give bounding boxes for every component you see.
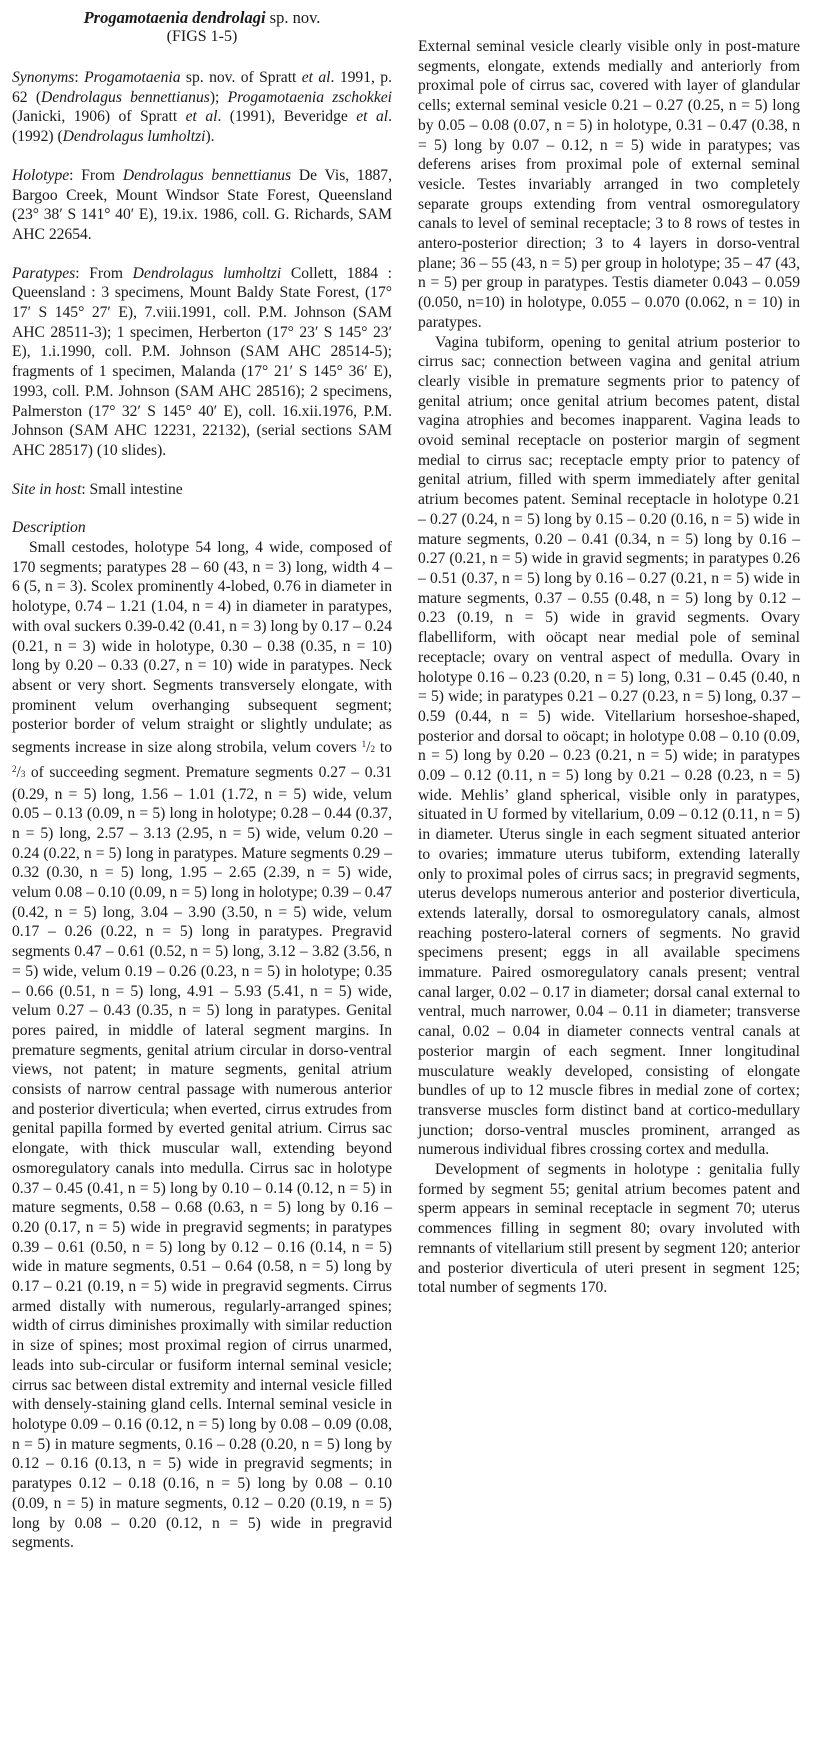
site-label: Site in host xyxy=(12,480,82,498)
synonyms-paragraph xyxy=(12,68,392,147)
right-column xyxy=(418,37,800,1298)
text: . (1992) ( xyxy=(12,108,392,146)
fraction-numerator: 1 xyxy=(361,739,367,750)
holotype-paragraph xyxy=(12,166,392,245)
species-title xyxy=(12,8,392,27)
fraction-denominator: 3 xyxy=(20,768,26,779)
text: . 1991, p. 62 ( xyxy=(12,69,392,106)
description-paragraph-2: External seminal vesicle clearly visible only in post-mature segments, elongate, extends medially and anteriorly from proximal pole of cirrus sac, covered with layer of glandular cells; external seminal vesicle 0.21 – 0.27 (0.25, n = 5) long by 0.05 – 0.08 (0.07, n = 5) in holotype, 0.31 – 0.47 (0.38, n = 5) long by 0.07 – 0.12, n = 5) wide in paratypes; vas deferens arises from proximal pole of external seminal vesicle. Testes invariably arranged in two completely separate groups extending from ventral osmoregulatory canals to level of seminal receptacle; 3 to 8 rows of testes in antero-posterior direction; 3 to 4 layers in dorso-ventral plane; 36 – 55 (43, n = 5) per group in holotype; 35 – 47 (43, n = 5) per group in paratypes. Testis diameter 0.043 – 0.059 (0.050, n=10) in holotype, 0.055 – 0.070 (0.062, n = 10) in paratypes. xyxy=(418,38,800,331)
taxon: Dendrolagus lumholtzi xyxy=(62,128,206,146)
species-name: Progamotaenia dendrolagi xyxy=(83,8,266,27)
etal: et al xyxy=(356,108,389,126)
taxon: Progamotaenia xyxy=(84,69,181,86)
paratypes-label: Paratypes xyxy=(12,264,76,282)
taxon: Dendrolagus lumholtzi xyxy=(132,264,282,282)
text: : From xyxy=(75,264,133,282)
text: . (1991), Beveridge xyxy=(217,108,357,126)
etal: et al xyxy=(185,108,218,126)
description-paragraph-3: Vagina tubiform, opening to genital atrium posterior to cirrus sac; connection between vagina and genital atrium clearly visible in premature segments prior to patency of genital atrium; once genital atrium becomes patent, distal vagina atrophies and becomes inapparent. Vagina leads to ovoid seminal receptacle on posterior margin of segment medial to cirrus sac; receptacle empty prior to patency of genital atrium, filled with sperm immediately after genital atrium becomes patent. Seminal receptacle in holotype 0.21 – 0.27 (0.24, n = 5) long by 0.15 – 0.20 (0.16, n = 5) wide in mature segments, 0.20 – 0.41 (0.34, n = 5) long by 0.16 – 0.27 (0.21, n = 5) wide in gravid segments; in paratypes 0.26 – 0.51 (0.37, n = 5) long by 0.16 – 0.27 (0.21, n = 5) wide in mature segments, 0.37 – 0.55 (0.48, n = 5) long by 0.12 – 0.23 (0.19, n = 5) wide in gravid segments. Ovary flabelliform, with oöcapt near medial pole of seminal receptacle; ovary on ventral aspect of medulla. Ovary in holotype 0.16 – 0.23 (0.20, n = 5) long, 0.31 – 0.45 (0.40, n = 5) wide; in paratypes 0.21 – 0.27 (0.23, n = 5) long, 0.37 – 0.59 (0.44, n = 5) wide. Vitellarium horseshoe-shaped, posterior and dorsal to oöcapt; in holotype 0.08 – 0.10 (0.09, n = 5) long by 0.20 – 0.23 (0.21, n = 5) wide; in paratypes 0.09 – 0.12 (0.11, n = 5) long by 0.21 – 0.28 (0.23, n = 5) wide. Mehlis’ gland spherical, visible only in paratypes, situated in U formed by vitellarium, 0.09 – 0.12 (0.11, n = 5) in diameter. Uterus single in each segment situated anterior to ovaries; immature uterus tubiform, extending laterally only to proximal poles of cirrus sacs; in pregravid segments, uterus develops numerous anterior and posterior diverticula, extends laterally, dorsal to osmoregulatory canals, almost reaching postero-lateral corners of segments. No gravid specimens present; eggs in all available specimens immature. Paired osmoregulatory canals present; ventral canal larger, 0.02 – 0.17 in diameter; dorsal canal external to ventral, much narrower, 0.04 – 0.11 in diameter; transverse canal, 0.02 – 0.04 in diameter connects ventral canals at posterior margin of each segment. Inner longitudinal musculature weakly developed, consisting of elongate bundles of up to 12 muscle fibres in medial zone of cortex; transverse muscles form distinct band at cortico-medullary junction; dorso-ventral muscles prominent, arranged as numerous individual fibres crossing cortex and medulla. xyxy=(418,333,800,1159)
taxon: Progamotaenia zschokkei xyxy=(227,88,392,106)
description-heading: Description xyxy=(12,519,86,537)
text: to xyxy=(374,739,392,757)
text: : From xyxy=(69,166,123,184)
text: Collett, 1884 : Queensland : 3 specimens, Mount Baldy State Forest, (17° 17′ S 145° 27′ E), 7.viii.1991, coll. P.M. Johnson (SAM AHC 28511-3); 1 specimen, Herberton (17° 23′ S 145° 23′ E), 1.i.1990, coll. P.M. Johnson (SAM AHC 28514-5); fragments of 1 specimen, Malanda (17° 21′ S 145° 36′ E), 1993, coll. P.M. Johnson (SAM AHC 28516); 2 specimens, Palmerston (17° 32′ S 145° 40′ E), coll. 16.xii.1976, P.M. Johnson (SAM AHC 12231, 22132), (serial sections SAM AHC 28517) (10 slides). xyxy=(12,264,393,459)
holotype-label: Holotype xyxy=(12,166,70,184)
text: of succeeding segment. Premature segments 0.27 – 0.31 (0.29, n = 5) long, 1.56 – 1.01 (1.72, n = 5) wide, velum 0.05 – 0.13 (0.09, n = 5) long in holotype; 0.28 – 0.44 (0.37, n = 5) long, 2.57 – 3.13 (2.95, n = 5) wide, velum 0.20 – 0.24 (0.22, n = 5) long in paratypes. Mature segments 0.29 – 0.32 (0.30, n = 5) long, 1.95 – 2.65 (2.39, n = 5) wide, velum 0.08 – 0.10 (0.09, n = 5) long in holotype; 0.39 – 0.47 (0.42, n = 5) long, 3.04 – 3.90 (3.50, n = 5) wide, velum 0.17 – 0.26 (0.22, n = 5) long in paratypes. Pregravid segments 0.47 – 0.61 (0.52, n = 5) long, 3.12 – 3.82 (3.56, n = 5) wide, velum 0.19 – 0.26 (0.23, n = 5) in holotype; 0.35 – 0.66 (0.51, n = 5) long, 4.91 – 5.93 (5.41, n = 5) wide, velum 0.27 – 0.43 (0.35, n = 5) long in paratypes. Genital pores paired, in middle of lateral segment margins. In premature segments, genital atrium circular in dorso-ventral views, not patent; in mature segments, genital atrium consists of narrow central passage with numerous anterior and posterior diverticula; when everted, cirrus extrudes from genital papilla formed by everted genital atrium. Cirrus sac elongate, with thick muscular wall, extending beyond osmoregulatory canals into medulla. Cirrus sac in holotype 0.37 – 0.45 (0.41, n = 5) long by 0.10 – 0.14 (0.12, n = 5) in mature segments, 0.58 – 0.68 (0.63, n = 5) long by 0.16 – 0.20 (0.17, n = 5) wide in pregravid segments; in paratypes 0.39 – 0.61 (0.50, n = 5) long by 0.12 – 0.16 (0.14, n = 5) wide in mature segments, 0.51 – 0.64 (0.58, n = 5) long by 0.17 – 0.21 (0.19, n = 5) wide in pregravid segments. Cirrus armed distally with numerous, regularly-arranged spines; width of cirrus diminishes proximally with similar reduction in size of spines; most proximal region of cirrus unarmed, leads into sub-circular or fusiform internal seminal vesicle; cirrus sac between distal extremity and internal vesicle filled with densely-staining gland cells. Internal seminal vesicle in holotype 0.09 – 0.16 (0.12, n = 5) long by 0.08 – 0.09 (0.08, n = 5) in mature segments, 0.16 – 0.28 (0.20, n = 5) long by 0.12 – 0.16 (0.13, n = 5) wide in pregravid segments; in paratypes 0.12 – 0.18 (0.16, n = 5) long by 0.08 – 0.10 (0.09, n = 5) in mature segments, 0.12 – 0.20 (0.19, n = 5) long by 0.08 – 0.20 (0.12, n = 5) wide in pregravid segments. xyxy=(12,763,392,1552)
synonyms-label: Synonyms xyxy=(12,69,75,86)
text: Small cestodes, holotype 54 long, 4 wide, composed of 170 segments; paratypes 28 – 60 (43, n = 3) long, width 4 – 6 (5, n = 3). Scolex prominently 4-lobed, 0.76 in diameter in holotype, 0.74 – 1.21 (1.04, n = 4) in diameter in paratypes, with oval suckers 0.39-0.42 (0.41, n = 3) long by 0.17 – 0.24 (0.21, n = 3) wide in holotype, 0.30 – 0.38 (0.35, n = 10) long by 0.20 – 0.33 (0.27, n = 10) wide in paratypes. Neck absent or very short. Segments transversely elongate, with prominent velum overhanging subsequent segment; posterior border of velum straight or slightly undulate; as segments increase in size along strobila, velum covers xyxy=(12,539,392,757)
text: (Janicki, 1906) of Spratt xyxy=(12,108,186,126)
taxon: Dendrolagus bennettianus xyxy=(41,88,210,106)
fraction-numerator: 2 xyxy=(12,763,17,774)
left-column xyxy=(12,0,392,1553)
figure-reference: (FIGS 1-5) xyxy=(166,28,238,45)
text: ); xyxy=(209,88,228,106)
text: : xyxy=(74,69,85,86)
text: sp. nov. of Spratt xyxy=(180,69,302,86)
site-paragraph xyxy=(12,480,392,500)
species-status: sp. nov. xyxy=(265,8,321,27)
text: ). xyxy=(205,128,215,146)
description-paragraph-4: Development of segments in holotype : genitalia fully formed by segment 55; genital atrium becomes patent and sperm appears in seminal receptacle in segment 70; uterus commences filling in segment 80; ovary involuted with remnants of vitellarium still present by segment 120; anterior and posterior diverticula of uteri present in segment 125; total number of segments 170. xyxy=(418,1161,800,1297)
paratypes-paragraph xyxy=(12,264,392,461)
text: De Vis, 1887, Bargoo Creek, Mount Windsor State Forest, Queensland (23° 38′ S 141° 40′ E), 19.ix. 1986, coll. G. Richards, SAM AHC 22654. xyxy=(12,166,393,243)
etal: et al xyxy=(301,69,331,86)
description-paragraph-1: Small cestodes, holotype 54 long, 4 wide, composed of 170 segments; paratypes 28 – 60 (43, n = 3) long, width 4 – 6 (5, n = 3). Scolex prominently 4-lobed, 0.76 in diameter in holotype, 0.74 – 1.21 (1.04, n = 4) in diameter in paratypes, with oval suckers 0.39-0.42 (0.41, n = 3) long by 0.17 – 0.24 (0.21, n = 3) wide in holotype, 0.30 – 0.38 (0.35, n = 10) long by 0.20 – 0.33 (0.27, n = 10) wide in paratypes. Neck absent or very short. Segments transversely elongate, with prominent velum overhanging subsequent segment; posterior border of velum straight or slightly undulate; as segments increase in size along strobila, velum covers $^1$/2 to $^2$/3 of succeeding segment. Premature segments 0.27 – 0.31 (0.29, n = 5) long, 1.56 – 1.01 (1.72, n = 5) wide, velum 0.05 – 0.13 (0.09, n = 5) long in holotype; 0.28 – 0.44 (0.37, n = 5) long, 2.57 – 3.13 (2.95, n = 5) wide, velum 0.20 – 0.24 (0.22, n = 5) long in paratypes. Mature segments 0.29 – 0.32 (0.30, n = 5) long, 1.95 – 2.65 (2.39, n = 5) wide, velum 0.08 – 0.10 (0.09, n = 5) long in holotype; 0.39 – 0.47 (0.42, n = 5) long, 3.04 – 3.90 (3.50, n = 5) wide, velum 0.17 – 0.26 (0.22, n = 5) long in paratypes. Pregravid segments 0.47 – 0.61 (0.52, n = 5) long, 3.12 – 3.82 (3.56, n = 5) wide, velum 0.19 – 0.26 (0.23, n = 5) in holotype; 0.35 – 0.66 (0.51, n = 5) long, 4.91 – 5.93 (5.41, n = 5) wide, velum 0.27 – 0.43 (0.35, n = 5) long in paratypes. Genital pores paired, in middle of lateral segment margins. In premature segments, genital atrium circular in dorso-ventral views, not patent; in mature segments, genital atrium consists of narrow central passage with numerous anterior and posterior diverticula; when everted, cirrus extrudes from genital papilla formed by everted genital atrium. Cirrus sac elongate, with thick muscular wall, extending beyond osmoregulatory canals into medulla. Cirrus sac in holotype 0.37 – 0.45 (0.41, n = 5) long by 0.10 – 0.14 (0.12, n = 5) in mature segments, 0.58 – 0.68 (0.63, n = 5) long by 0.16 – 0.20 (0.17, n = 5) wide in pregravid segments; in paratypes 0.39 – 0.61 (0.50, n = 5) long by 0.12 – 0.16 (0.14, n = 5) wide in mature segments, 0.51 – 0.64 (0.58, n = 5) long by 0.17 – 0.21 (0.19, n = 5) wide in pregravid segments. Cirrus armed distally with numerous, regularly-arranged spines; width of cirrus diminishes proximally with similar reduction in size of spines; most proximal region of cirrus unarmed, leads into sub-circular or fusiform internal seminal vesicle; cirrus sac between distal extremity and internal vesicle filled with densely-staining gland cells. Internal seminal vesicle in holotype 0.09 – 0.16 (0.12, n = 5) long by 0.08 – 0.09 (0.08, n = 5) in mature segments, 0.16 – 0.28 (0.20, n = 5) long by 0.12 – 0.16 (0.13, n = 5) wide in pregravid segments; in paratypes 0.12 – 0.18 (0.16, n = 5) long by 0.08 – 0.10 (0.09, n = 5) in mature segments, 0.12 – 0.20 (0.19, n = 5) long by 0.08 – 0.20 (0.12, n = 5) wide in pregravid segments. xyxy=(12,539,392,1552)
fraction-denominator: 2 xyxy=(370,744,375,755)
site-value: : Small intestine xyxy=(81,480,183,498)
taxon: Dendrolagus bennettianus xyxy=(122,166,292,184)
